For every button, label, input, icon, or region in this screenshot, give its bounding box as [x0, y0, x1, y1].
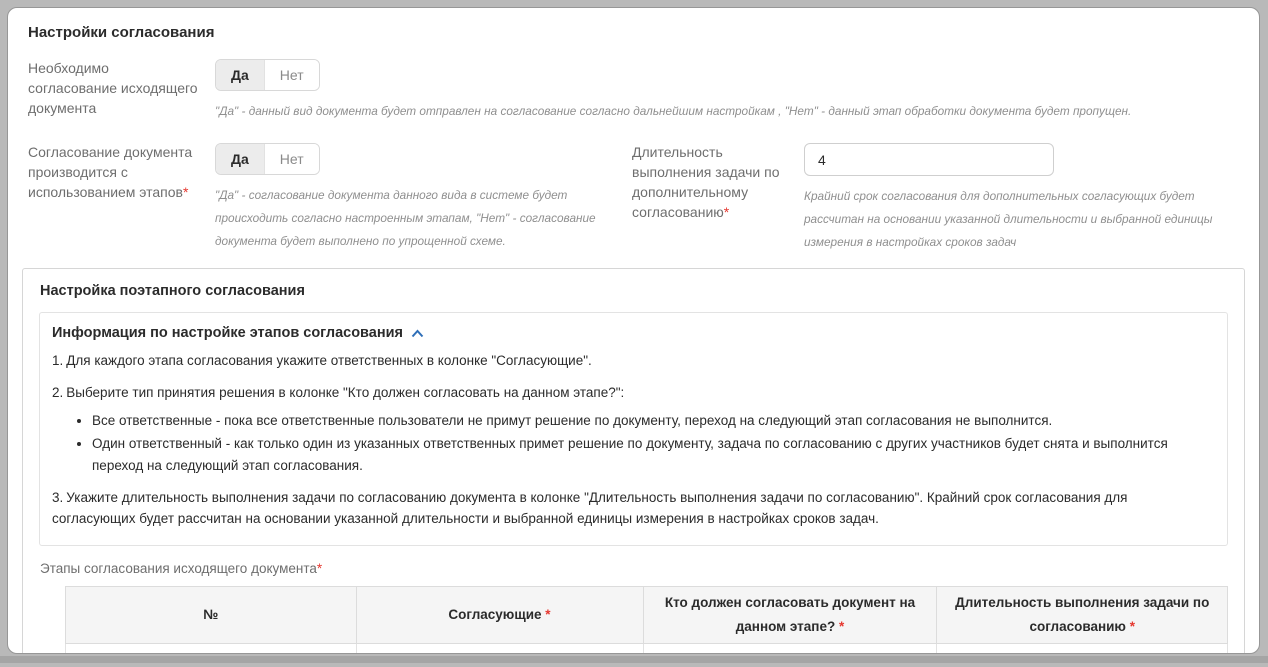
staged-approval-yes-button[interactable]: Да	[216, 144, 265, 174]
stages-table-label: Этапы согласования исходящего документа*	[40, 560, 323, 576]
column-header-number: №	[66, 586, 357, 644]
duration-helper: Крайний срок согласования для дополнительных согласующих будет рассчитан на основании указанной длительности и выбранной единицы измерения в настройках сроков задач	[804, 189, 1213, 249]
required-asterisk: *	[1129, 619, 1135, 635]
staged-configuration-section	[22, 268, 1245, 654]
bullet-all-responsible: • Все ответственные - пока все ответственные пользователи не примут решение по документу, переход на следующий этап согласования не выполнится.	[92, 410, 1211, 432]
cell-duration[interactable]	[937, 644, 1228, 654]
chevron-up-icon[interactable]	[411, 329, 424, 338]
duration-input[interactable]	[804, 143, 1054, 176]
stages-table-empty-row	[66, 644, 1228, 654]
window-bottom-edge	[0, 656, 1268, 663]
approval-settings-card	[7, 7, 1260, 654]
stages-info-title: Информация по настройке этапов согласования	[52, 325, 403, 341]
cell-approvers[interactable]	[356, 644, 643, 654]
need-approval-helper: "Да" - данный вид документа будет отправлен на согласование согласно дальнейшим настройкам , "Нет" - данный этап обработки документа будет пропущен.	[215, 104, 1132, 118]
stages-table	[65, 586, 1228, 654]
duration-label: Длительность выполнения задачи по дополнительному согласованию*	[632, 144, 780, 220]
need-approval-yes-button[interactable]: Да	[216, 60, 265, 90]
cell-decision-type[interactable]	[643, 644, 937, 654]
staged-configuration-title: Настройка поэтапного согласования	[40, 283, 305, 299]
required-asterisk: *	[183, 183, 189, 200]
staged-approval-group	[28, 143, 632, 254]
column-header-approvers: Согласующие *	[356, 586, 643, 644]
need-approval-toggle	[215, 59, 320, 91]
required-asterisk: *	[316, 560, 323, 576]
cell-number[interactable]	[66, 644, 357, 654]
bullet-one-responsible: • Один ответственный - как только один из указанных ответственных примет решение по документу, задача по согласованию с других участников будет снята и выполнится переход на следующий этап согласования.	[92, 433, 1211, 476]
need-approval-no-button[interactable]: Нет	[265, 60, 319, 90]
column-header-duration: Длительность выполнения задачи по согласованию *	[937, 586, 1228, 644]
info-item-1: 1. Для каждого этапа согласования укажите ответственных в колонке "Согласующие".	[52, 353, 592, 368]
required-asterisk: *	[545, 606, 551, 622]
duration-group	[632, 143, 1245, 254]
column-header-decision-type: Кто должен согласовать документ на данном этапе? *	[643, 586, 937, 644]
staged-approval-label: Согласование документа производится с использованием этапов*	[28, 144, 193, 200]
info-item-2: 2. Выберите тип принятия решения в колонке "Кто должен согласовать на данном этапе?":	[52, 385, 625, 401]
decision-type-bullets	[92, 410, 1211, 477]
staged-approval-helper: "Да" - согласование документа данного вида в системе будет происходить согласно настроенным этапам, "Нет" - согласование документа будет выполнено по упрощенной схеме.	[215, 188, 596, 248]
stages-table-wrap	[65, 586, 1228, 654]
need-approval-label: Необходимо согласование исходящего документа	[28, 60, 198, 116]
stages-info-panel	[39, 312, 1228, 546]
need-approval-row	[28, 59, 1245, 123]
staged-and-duration-row	[28, 143, 1245, 254]
stages-info-header[interactable]	[52, 325, 1211, 341]
stages-table-header-row	[66, 586, 1228, 644]
info-item-3: 3. Укажите длительность выполнения задачи по согласованию документа в колонке "Длительность выполнения задачи по согласованию". Крайний срок согласования для согласующих будет рассчитан на основании указанной длительности и выбранной единицы измерения в настройках сроков задач.	[52, 490, 1128, 526]
staged-approval-no-button[interactable]: Нет	[265, 144, 319, 174]
required-asterisk: *	[723, 203, 730, 220]
staged-approval-toggle	[215, 143, 320, 175]
required-asterisk: *	[838, 619, 845, 635]
page-title: Настройки согласования	[28, 24, 215, 41]
